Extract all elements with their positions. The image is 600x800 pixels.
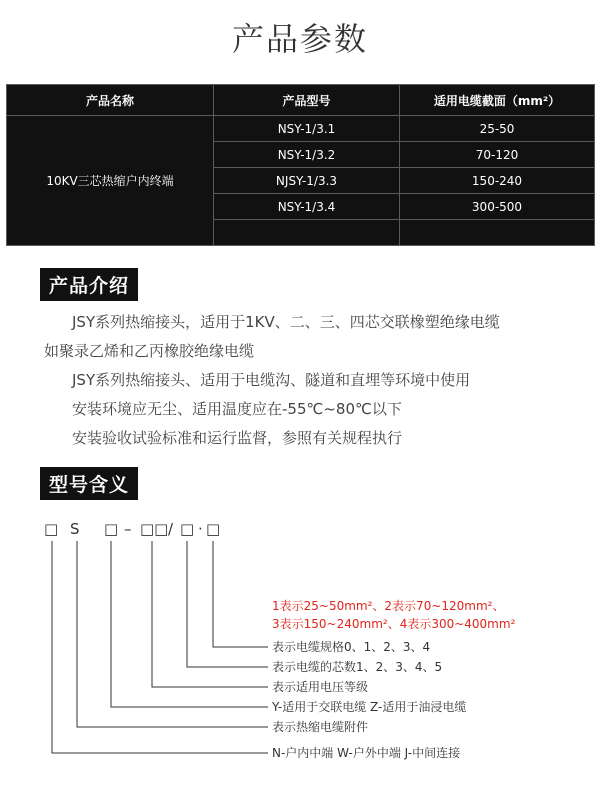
header-product-name: 产品名称 [7,85,214,116]
spec-table [6,84,595,246]
model-cell: NJSY-1/3.3 [214,168,400,194]
model-cell [214,220,400,246]
header-section: 适用电缆截面（mm²） [400,85,595,116]
legend-text: 表示电缆的芯数1、2、3、4、5 [272,660,443,674]
intro-line: 安装验收试验标准和运行监督，参照有关规程执行 [72,429,403,447]
product-name-cell: 10KV三芯热缩户内终端 [7,116,214,246]
page-title: 产品参数 [231,20,368,58]
code-symbol: □ [104,520,119,538]
code-symbol: □ [206,520,221,538]
section-cell: 25-50 [400,116,595,142]
legend-text: 表示适用电压等级 [272,680,369,694]
legend-text: 表示电缆规格0、1、2、3、4 [272,640,431,654]
code-symbol: / [168,520,174,538]
model-diagram [0,505,600,795]
code-symbol: □ [180,520,195,538]
intro-heading: 产品介绍 [40,268,138,301]
model-meaning-heading: 型号含义 [40,467,138,500]
legend-text: 表示热缩电缆附件 [272,720,369,734]
code-symbol: S [70,520,80,538]
legend-text: Y-适用于交联电缆 Z-适用于油浸电缆 [272,700,467,714]
intro-line: JSY系列热缩接头、适用于电缆沟、隧道和直埋等环境中使用 [72,371,471,389]
leader-lines [52,541,268,753]
header-model: 产品型号 [214,85,400,116]
legend-text: N-户内中端 W-户外中端 J-中间连接 [272,746,461,760]
table-row [7,116,595,142]
red-note: 1表示25~50mm²、2表示70~120mm²、 [272,599,505,613]
intro-line: 如聚录乙烯和乙丙橡胶绝缘电缆 [44,342,255,360]
section-cell [400,220,595,246]
intro-line: 安装环境应无尘、适用温度应在-55℃~80℃以下 [72,400,402,418]
code-symbol: · [198,520,203,538]
code-symbol: □□ [140,520,169,538]
model-cell: NSY-1/3.2 [214,142,400,168]
model-cell: NSY-1/3.1 [214,116,400,142]
intro-line: JSY系列热缩接头，适用于1KV、二、三、四芯交联橡塑绝缘电缆 [72,313,500,331]
red-note: 3表示150~240mm²、4表示300~400mm² [272,617,516,631]
code-symbol: – [124,520,132,538]
section-cell: 70-120 [400,142,595,168]
section-cell: 150-240 [400,168,595,194]
section-cell: 300-500 [400,194,595,220]
table-header-row [7,85,595,116]
model-cell: NSY-1/3.4 [214,194,400,220]
code-symbol: □ [44,520,59,538]
